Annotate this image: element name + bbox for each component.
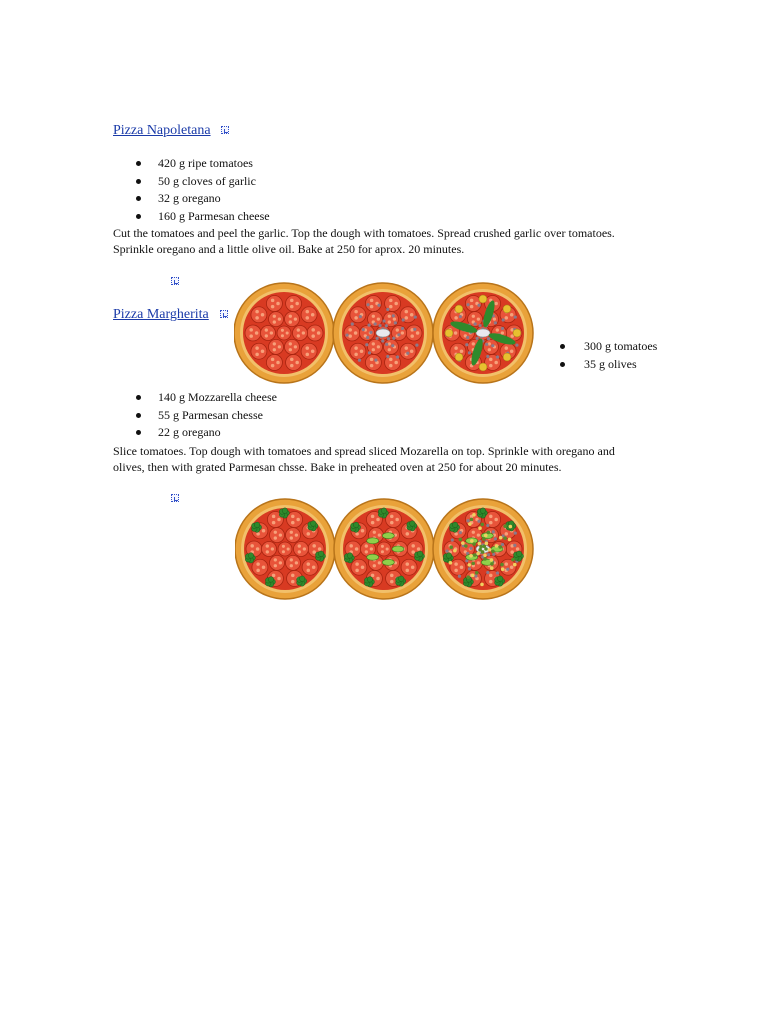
list-item: 32 g oregano xyxy=(114,190,270,208)
instructions-napoletana: Cut the tomatoes and peel the garlic. Top the dough with tomatoes. Spread crushed garlic over tomatoes. Sprinkle oregano and a little olive oil. Bake at 250 for aprox. 20 minutes. xyxy=(113,226,615,256)
instructions-margherita: Slice tomatoes. Top dough with tomatoes and spread sliced Mozarella on top. Sprinkle with oregano and olives, then with grated Parmesan chsse. Bake in preheated oven at 250 for about 20 minutes. xyxy=(113,444,615,474)
pizza-napoletana-step-2 xyxy=(333,283,433,383)
pizza-margherita-step-1 xyxy=(235,499,335,599)
link-icon xyxy=(220,310,228,318)
list-item: 420 g ripe tomatoes xyxy=(114,155,270,173)
list-item: 140 g Mozzarella cheese xyxy=(114,389,277,407)
margherita-pizza-illustrations xyxy=(235,496,535,602)
image-placeholder-icon xyxy=(171,494,179,502)
pizza-napoletana-step-3 xyxy=(433,283,533,383)
list-item: 300 g tomatoes xyxy=(556,338,666,356)
pizza-napoletana-step-1 xyxy=(234,283,334,383)
pizza-margherita-step-2 xyxy=(334,499,434,599)
side-ingredient-list-margherita xyxy=(556,338,666,373)
ingredient-list-napoletana xyxy=(114,155,270,226)
link-icon xyxy=(221,126,229,134)
napoletana-pizza-illustrations xyxy=(234,279,534,387)
ingredient-list-margherita xyxy=(114,389,277,442)
list-item: 35 g olives xyxy=(556,356,666,374)
recipe-title-napoletana[interactable]: Pizza Napoletana xyxy=(113,123,211,138)
image-placeholder-icon xyxy=(171,277,179,285)
list-item: 50 g cloves of garlic xyxy=(114,173,270,191)
list-item: 160 g Parmesan cheese xyxy=(114,208,270,226)
pizza-margherita-step-3 xyxy=(433,499,533,599)
recipe-title-margherita[interactable]: Pizza Margherita xyxy=(113,307,209,322)
list-item: 22 g oregano xyxy=(114,424,277,442)
list-item: 55 g Parmesan chesse xyxy=(114,407,277,425)
